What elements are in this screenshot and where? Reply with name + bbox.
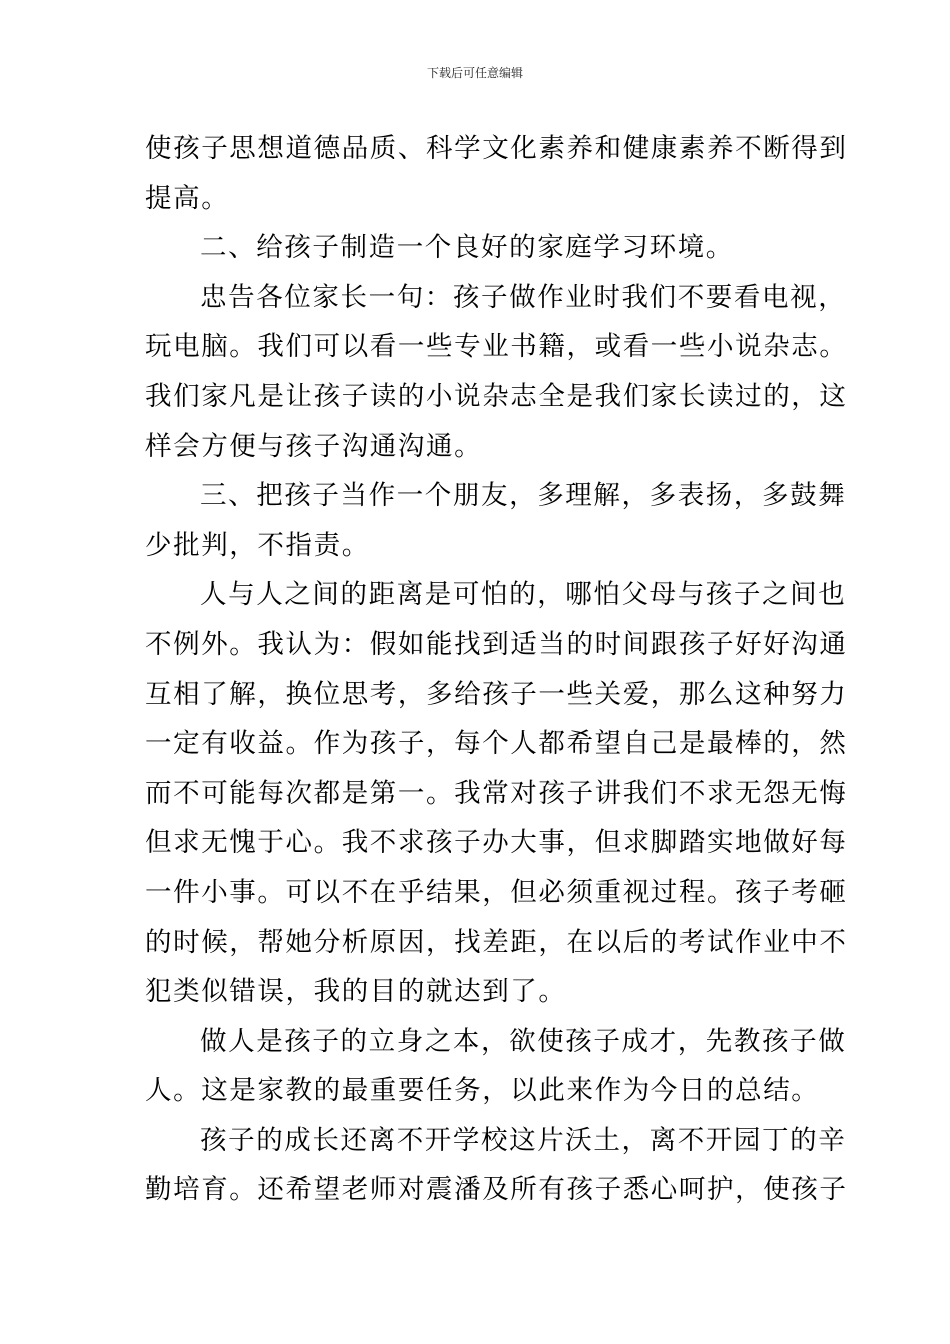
text-line: 人与人之间的距离是可怕的，哪怕父母与孩子之间也 [200,579,847,611]
text-line: 犯类似错误，我的目的就达到了。 [145,976,567,1008]
text-line: 三、把孩子当作一个朋友，多理解，多表扬，多鼓舞 [200,480,847,512]
paragraph [145,1017,847,1116]
text-line: 互相了解，换位思考，多给孩子一些关爱，那么这种努力 [145,678,848,710]
paragraph [145,124,848,223]
text-line: 样会方便与孩子沟通沟通。 [145,430,483,462]
text-line: 玩电脑。我们可以看一些专业书籍，或看一些小说杂志。 [145,331,848,363]
text-line: 提高。 [145,182,230,214]
text-line: 但求无愧于心。我不求孩子办大事，但求脚踏实地做好每 [145,827,848,859]
text-line: 一定有收益。作为孩子，每个人都希望自己是最棒的，然 [145,728,848,760]
paragraph [145,223,810,273]
paragraph [145,471,847,570]
text-line: 我们家凡是让孩子读的小说杂志全是我们家长读过的，这 [145,380,848,412]
text-line: 孩子的成长还离不开学校这片沃土，离不开园丁的辛 [200,1124,847,1156]
text-line: 的时候，帮她分析原因，找差距，在以后的考试作业中不 [145,926,848,958]
text-line: 人。这是家教的最重要任务，以此来作为今日的总结。 [145,1075,820,1107]
paragraph [145,273,848,471]
text-line: 二、给孩子制造一个良好的家庭学习环境。 [200,232,734,264]
text-line: 一件小事。可以不在乎结果，但必须重视过程。孩子考砸 [145,876,848,908]
page-header: 下载后可任意编辑 [426,66,523,80]
document-body [145,124,848,1215]
paragraph [145,570,848,1016]
text-line: 使孩子思想道德品质、科学文化素养和健康素养不断得到 [145,133,848,164]
text-line: 不例外。我认为：假如能找到适当的时间跟孩子好好沟通 [145,628,848,660]
text-line: 做人是孩子的立身之本，欲使孩子成才，先教孩子做 [200,1025,847,1057]
text-line: 少批判，不指责。 [145,529,370,561]
text-line: 而不可能每次都是第一。我常对孩子讲我们不求无怨无悔 [145,777,848,809]
paragraph [145,1116,848,1215]
text-line: 忠告各位家长一句：孩子做作业时我们不要看电视， [200,281,847,313]
text-line: 勤培育。还希望老师对震潘及所有孩子悉心呵护，使孩子 [145,1174,848,1206]
